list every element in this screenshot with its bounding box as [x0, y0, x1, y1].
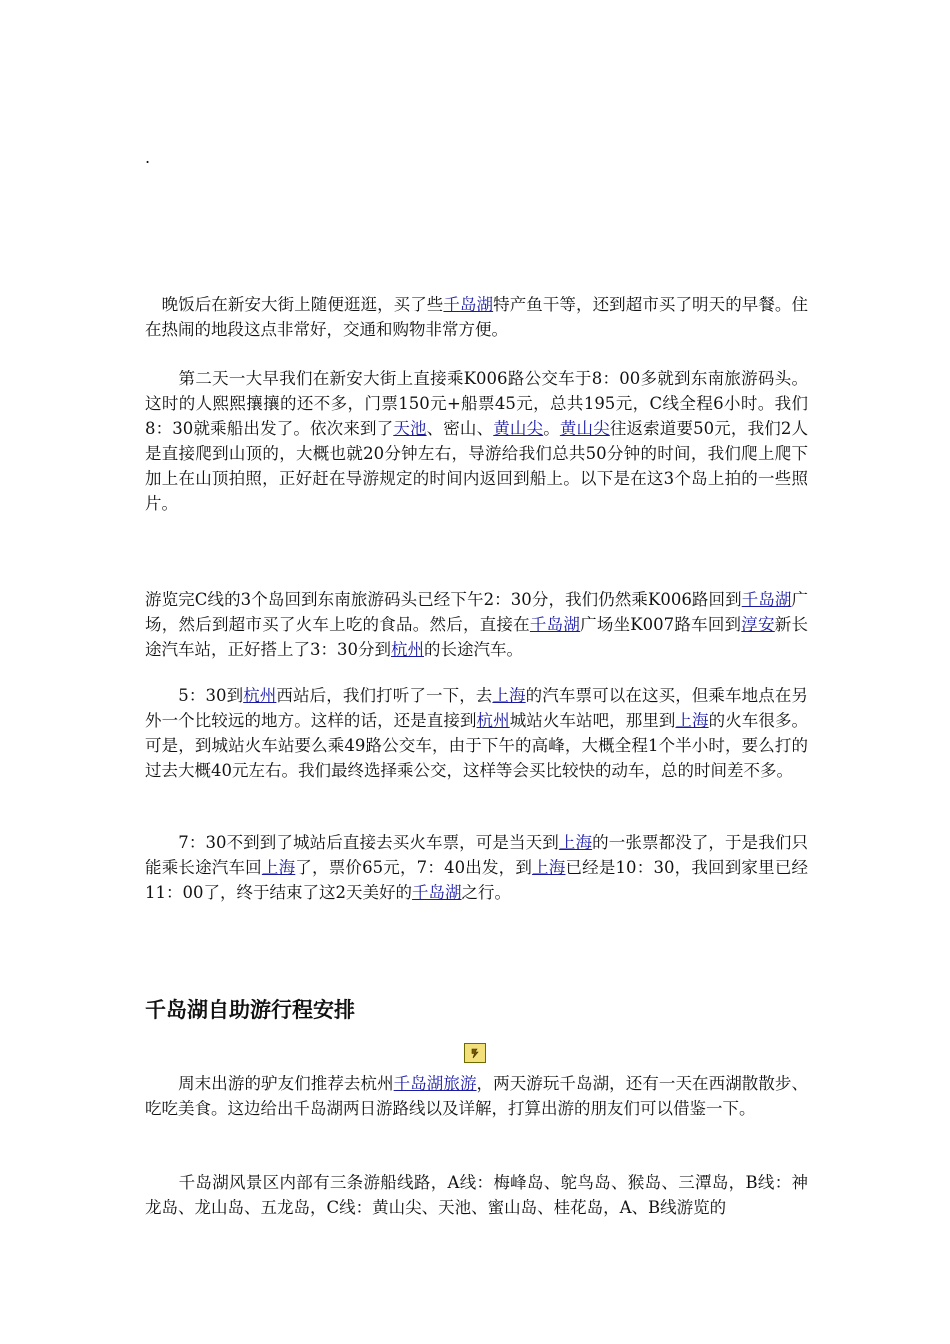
text-run: 特产鱼干等，还到超市买了明天的早餐。住在热闹的地段这点非常好，交通和购物非常方便。 — [145, 295, 809, 339]
inline-link[interactable]: 上海 — [558, 833, 593, 852]
text-run: 游览完C线的3个岛回到东南旅游码头已经下午2：30分，我们仍然乘K006路回到 — [145, 590, 742, 609]
text-run: 了，票价65元，7：40出发，到 — [295, 858, 533, 877]
text-run: 之行。 — [461, 883, 511, 902]
inline-link[interactable]: 上海 — [261, 858, 296, 877]
paragraph-second-day — [145, 366, 808, 516]
text-run: 新长途汽车站，正好搭上了3：30分到 — [145, 615, 808, 659]
text-run: 第二天一大早我们在新安大街上直接乘K006路公交车于8：00多就到东南旅游码头。这时的人熙熙攘攘的还不多，门票150元+船票45元，总共195元，C线全程6小时。我们8：30就乘船出发了。依次来到了 — [145, 369, 808, 438]
inline-link[interactable]: 天池 — [393, 419, 427, 438]
inline-link[interactable]: 杭州 — [243, 686, 277, 705]
text-run: 7：30不到到了城站后直接去买火车票，可是当天到 — [145, 833, 559, 852]
broken-image-glyph — [468, 1046, 482, 1060]
inline-link[interactable]: 淳安 — [741, 615, 775, 634]
text-run: 的长途汽车。 — [424, 640, 523, 659]
inline-link[interactable]: 黄山尖 — [493, 419, 544, 438]
text-run: 的汽车票可以在这买，但乘车地点在另外一个比较远的地方。这样的话，还是直接到 — [145, 686, 809, 730]
inline-link[interactable]: 杭州 — [391, 640, 424, 659]
inline-link[interactable]: 千岛湖旅游 — [393, 1074, 477, 1093]
inline-link[interactable]: 上海 — [532, 858, 566, 877]
text-run: 。 — [543, 419, 560, 438]
text-run: ，两天游玩千岛湖，还有一天在西湖散散步、吃吃美食。这边给出千岛湖两日游路线以及详解，打算出游的朋友们可以借鉴一下。 — [145, 1074, 809, 1118]
inline-link[interactable]: 上海 — [675, 711, 709, 730]
broken-image-icon — [464, 1043, 486, 1063]
text-run: 广场坐K007路车回到 — [580, 615, 742, 634]
paragraph-dinner — [145, 292, 808, 342]
text-run: 广场，然后到超市买了火车上吃的食品。然后，直接在 — [145, 590, 808, 634]
text-run: 的一张票都没了，于是我们只能乘长途汽车回 — [145, 833, 809, 877]
paragraph-recommend — [145, 1071, 808, 1121]
text-run: 、密山、 — [426, 419, 494, 438]
text-run: 已经是10：30，我回到家里已经11：00了，终于结束了这2天美好的 — [145, 858, 809, 902]
text-run: 5：30到 — [145, 686, 244, 705]
text-run: 西站后，我们打听了一下，去 — [276, 686, 493, 705]
text-run: 千岛湖风景区内部有三条游船线路，A线：梅峰岛、鸵鸟岛、猴岛、三潭岛，B线：神龙岛、龙山岛、五龙岛，C线：黄山尖、天池、蜜山岛、桂花岛，A、B线游览的 — [145, 1173, 808, 1217]
text-run: 晚饭后在新安大街上随便逛逛，买了些 — [145, 295, 444, 314]
inline-link[interactable]: 千岛湖 — [741, 590, 792, 609]
inline-link[interactable]: 黄山尖 — [559, 419, 610, 438]
inline-link[interactable]: 千岛湖 — [412, 883, 462, 902]
paragraph-hangzhou-station — [145, 683, 808, 783]
text-run: 的火车很多。可是，到城站火车站要么乘49路公交车，由于下午的高峰，大概全程1个半小时，要么打的过去大概40元左右。我们最终选择乘公交，这样等会买比较快的动车，总的时间差不多。 — [145, 711, 809, 780]
paragraph-routes — [145, 1170, 808, 1220]
inline-link[interactable]: 上海 — [492, 686, 526, 705]
text-run: 周末出游的驴友们推荐去杭州 — [145, 1074, 394, 1093]
inline-link[interactable]: 杭州 — [476, 711, 510, 730]
inline-link[interactable]: 千岛湖 — [443, 295, 494, 314]
paragraph-return-guangchang — [145, 587, 808, 662]
stray-mark: . — [145, 148, 151, 167]
text-run: 往返索道要50元，我们2人是直接爬到山顶的，大概也就20分钟左右，导游给我们总共50分钟的时间，我们爬上爬下加上在山顶拍照，正好赶在导游规定的时间内返回到船上。以下是在这3个岛上拍的一些照片。 — [145, 419, 809, 513]
paragraph-back-shanghai — [145, 830, 808, 905]
inline-link[interactable]: 千岛湖 — [529, 615, 581, 634]
text-run: 城站火车站吧，那里到 — [509, 711, 676, 730]
section-heading: 千岛湖自助游行程安排 — [145, 998, 355, 1022]
